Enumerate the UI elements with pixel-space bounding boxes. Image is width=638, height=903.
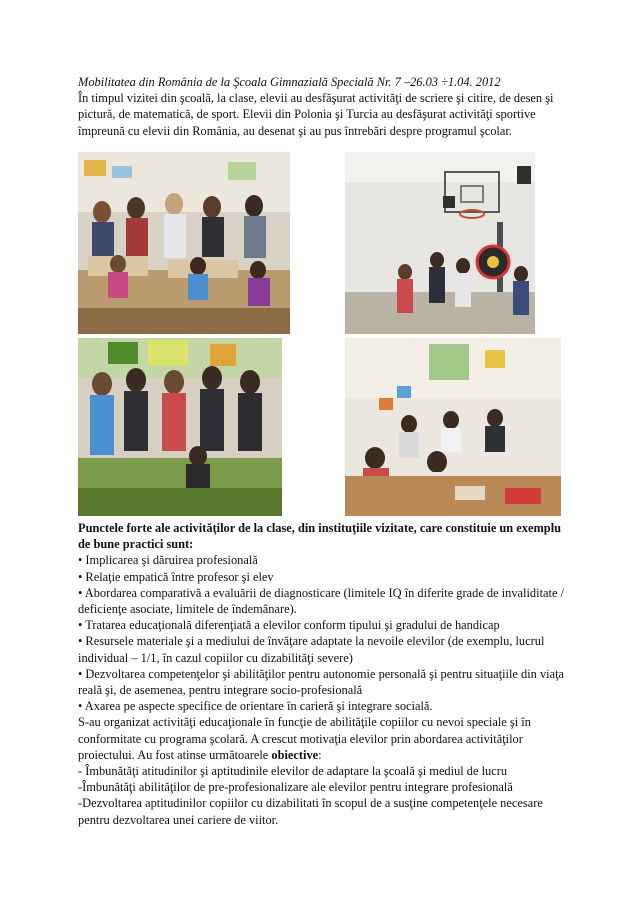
page-title: Mobilitatea din România de la Şcoala Gimnazială Specială Nr. 7 –26.03 ÷1.04. 2012 (78, 75, 501, 89)
strength-item: • Dezvoltarea competenţelor şi abilităţilor pentru autonomie personală şi pentru situaţiile din viaţa reală şi, de asemenea, pentru integrare socio-profesională (78, 666, 565, 698)
strength-item: • Axarea pe aspecte specifice de orientare în carieră şi integrare socială. (78, 699, 433, 714)
body-text (78, 520, 568, 828)
objectives-colon: : (318, 747, 322, 762)
header-text (78, 74, 568, 139)
objectives-intro-paragraph (78, 714, 568, 763)
objectives-label: obiective (271, 747, 319, 762)
objective-item: -Îmbunătăţi abilităţilor de pre-profesionalizare ale elevilor pentru integrare profesională (78, 780, 513, 795)
objectives-intro: S-au organizat activităţi educaţionale în funcţie de abilităţile copiilor cu nevoi speciale şi în conformitate cu programa şcolară. A crescut motivaţia elevilor prin abordarea activităţilor proiectului. Au fost atinse următoarele (78, 715, 531, 762)
strength-item: • Relaţie empatică între profesor şi elev (78, 569, 274, 584)
strength-item: • Implicarea şi dăruirea profesională (78, 553, 258, 568)
students-drawing-at-desks-photo (345, 338, 561, 516)
strength-item: • Tratarea educaţională diferenţiată a elevilor conform tipului şi gradului de handicap (78, 618, 500, 633)
strength-item: • Abordarea comparativă a evaluării de diagnosticare (limitele IQ în diferite grade de invaliditate / deficienţe asociate, limitele de îndemânare). (78, 585, 564, 617)
strengths-heading: Punctele forte ale activităţilor de la clase, din instituţiile vizitate, care constituie un exemplu de bune practici sunt: (78, 521, 562, 552)
objective-item: -Dezvoltarea aptitudinilor copiilor cu dizabilitati în scopul de a susţine competenţele necesare pentru dezvoltarea unei cariere de viitor. (78, 796, 543, 827)
classroom-students-group-photo (78, 152, 290, 334)
strength-item: • Resursele materiale şi a mediului de învăţare adaptate la nevoile elevilor (de exemplu, lucrul individual – 1/1, în cazul copiilor cu dizabilităţi severe) (78, 634, 545, 665)
students-posing-classroom-photo (78, 338, 282, 516)
gym-basketball-activity-photo (345, 152, 535, 334)
objective-item: - Îmbunătăţi atitudinilor şi aptitudinile elevilor de adaptare la şcoală şi mediul de lucru (78, 764, 508, 779)
intro-paragraph: În timpul vizitei din şcoală, la clase, elevii au desfăşurat activităţi de scriere şi citire, de desen şi pictură, de matematică, de sport. Elevii din Polonia şi Turcia au desfăşurat activităţi sportive împreună cu elevii din România, au desenat şi au pus întrebări despre programul şcolar. (78, 91, 554, 138)
